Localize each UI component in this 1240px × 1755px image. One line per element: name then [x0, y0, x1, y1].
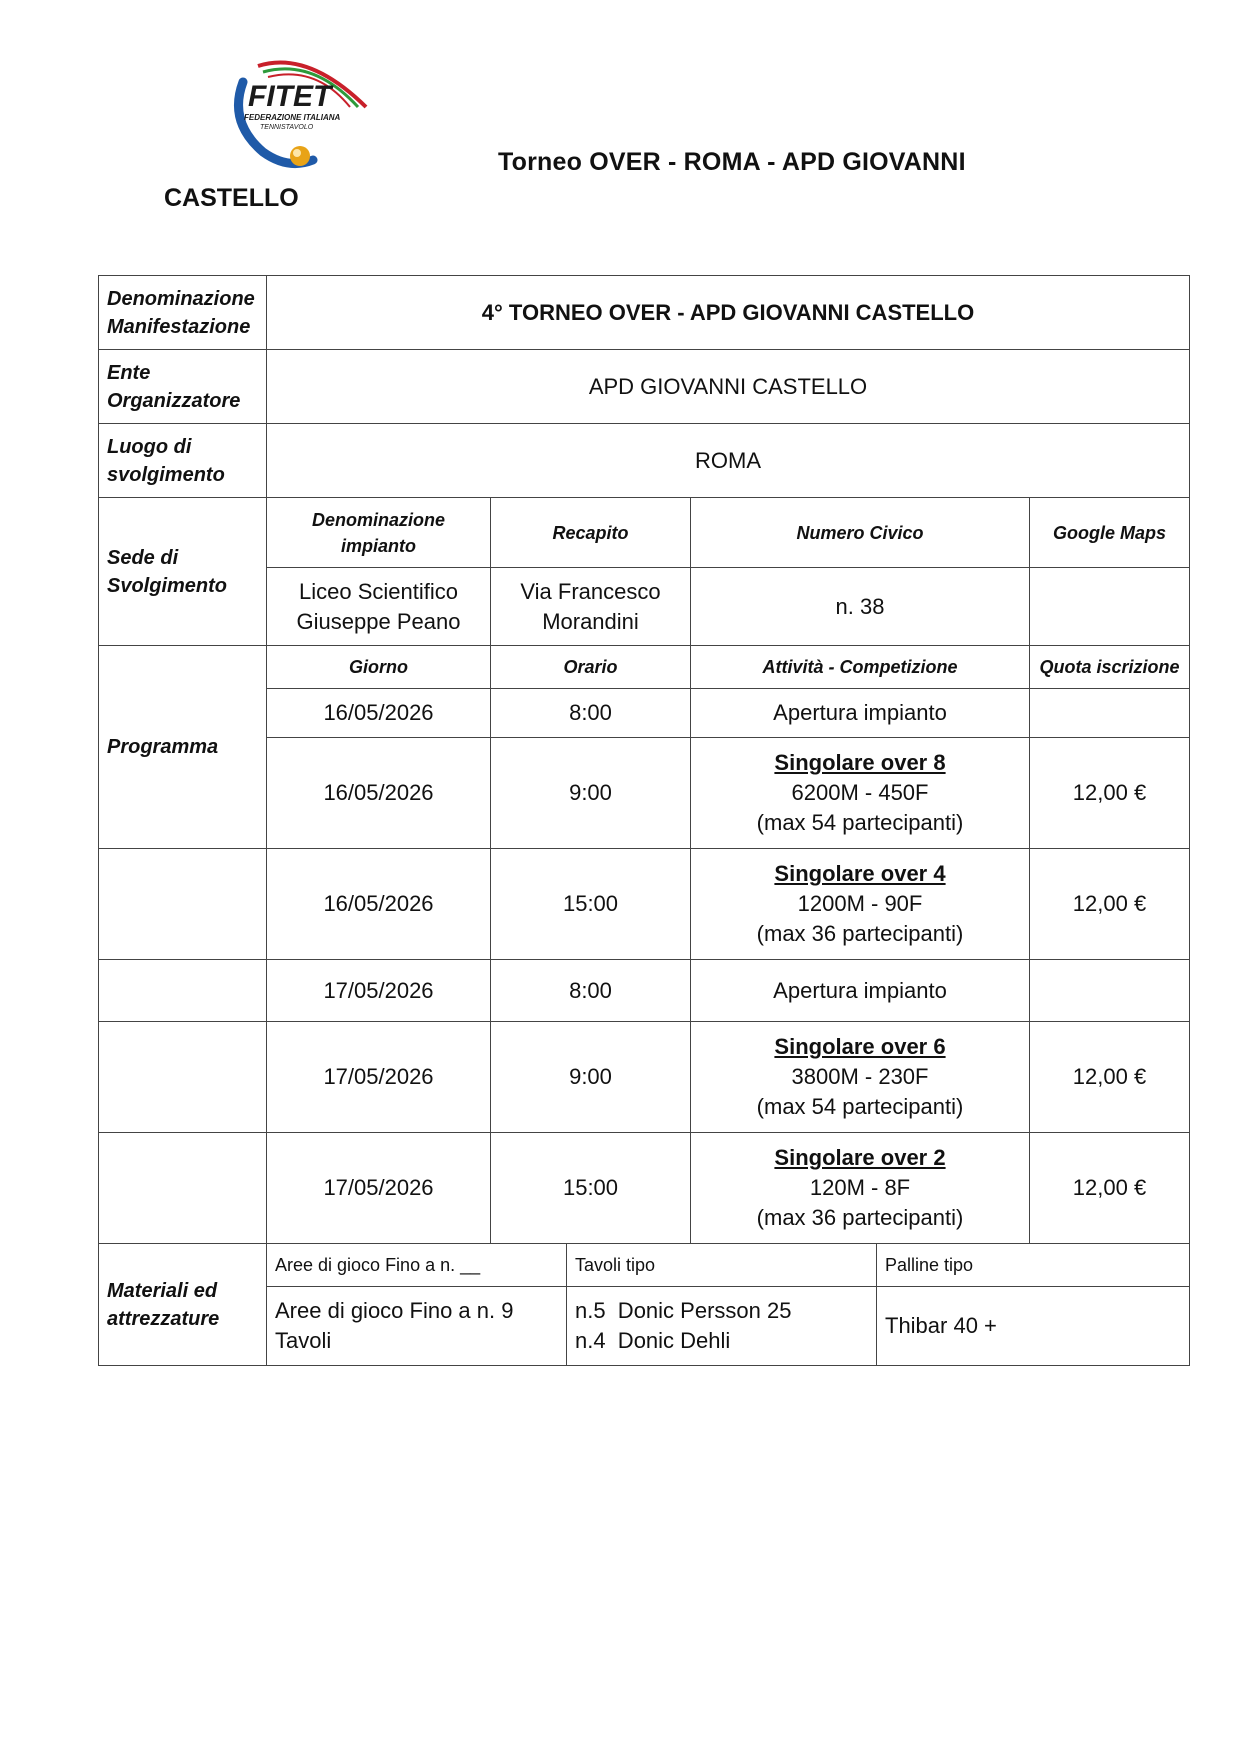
impianto-line-1: Liceo Scientifico	[299, 578, 458, 604]
event-title: Singolare over 2	[774, 1145, 946, 1170]
value-denominazione: 4° TORNEO OVER - APD GIOVANNI CASTELLO	[267, 276, 1190, 350]
event-activity-cell	[691, 738, 1030, 849]
event-orario: 8:00	[491, 960, 691, 1022]
event-giorno: 16/05/2026	[267, 849, 491, 960]
header-quota: Quota iscrizione	[1030, 646, 1190, 689]
row-denominazione	[99, 276, 1190, 350]
event-activity-cell	[691, 849, 1030, 960]
row-programma-headers	[99, 646, 1190, 689]
value-ente: APD GIOVANNI CASTELLO	[267, 350, 1190, 424]
document-title-continuation: CASTELLO	[164, 184, 299, 212]
event-orario: 15:00	[491, 849, 691, 960]
header-palline: Palline tipo	[877, 1244, 1190, 1287]
value-recapito	[491, 568, 691, 646]
event-title: Singolare over 4	[774, 861, 946, 886]
event-orario: 8:00	[491, 689, 691, 738]
label-luogo: Luogo di svolgimento	[99, 424, 267, 498]
event-activity-cell	[691, 1133, 1030, 1244]
value-impianto	[267, 568, 491, 646]
event-quota	[1030, 960, 1190, 1022]
event-activity: 1200M - 90F	[797, 891, 923, 916]
label-denominazione: Denominazione Manifestazione	[99, 276, 267, 350]
empty-label-cell	[99, 1133, 267, 1244]
header-impianto: Denominazione impianto	[267, 498, 491, 568]
event-orario: 9:00	[491, 1022, 691, 1133]
value-aree	[267, 1287, 567, 1366]
event-limit: (max 36 partecipanti)	[756, 1205, 964, 1230]
value-luogo: ROMA	[267, 424, 1190, 498]
value-maps	[1030, 568, 1190, 646]
event-quota: 12,00 €	[1030, 849, 1190, 960]
event-activity: 6200M - 450F	[791, 780, 929, 805]
event-row	[99, 960, 1190, 1022]
event-row	[99, 1022, 1190, 1133]
tavoli-line-2: n.4 Donic Dehli	[575, 1328, 731, 1353]
event-title: Singolare over 6	[774, 1034, 946, 1059]
fitet-logo	[218, 52, 388, 172]
event-activity: 3800M - 230F	[791, 1064, 929, 1089]
label-ente: Ente Organizzatore	[99, 350, 267, 424]
document-title: Torneo OVER - ROMA - APD GIOVANNI	[498, 148, 966, 176]
logo-subtitle-2: TENNISTAVOLO	[260, 124, 314, 131]
header-recapito: Recapito	[491, 498, 691, 568]
event-quota: 12,00 €	[1030, 1133, 1190, 1244]
row-materiali-headers	[99, 1244, 1190, 1287]
event-activity: Apertura impianto	[691, 960, 1030, 1022]
label-sede: Sede di Svolgimento	[99, 498, 267, 646]
value-civico: n. 38	[691, 568, 1030, 646]
event-title: Singolare over 8	[774, 750, 946, 775]
event-orario: 9:00	[491, 738, 691, 849]
event-giorno: 16/05/2026	[267, 738, 491, 849]
header-civico: Numero Civico	[691, 498, 1030, 568]
impianto-line-2: Giuseppe Peano	[296, 608, 461, 634]
label-materiali: Materiali ed attrezzature	[99, 1244, 267, 1366]
value-tavoli	[567, 1287, 877, 1366]
row-ente	[99, 350, 1190, 424]
event-giorno: 16/05/2026	[267, 689, 491, 738]
event-activity-cell	[691, 1022, 1030, 1133]
event-orario: 15:00	[491, 1133, 691, 1244]
empty-label-cell	[99, 1022, 267, 1133]
label-programma: Programma	[99, 646, 267, 849]
aree-line-1: Aree di gioco Fino a n. 9	[275, 1298, 514, 1323]
event-row	[99, 1133, 1190, 1244]
empty-label-cell	[99, 960, 267, 1022]
header-maps: Google Maps	[1030, 498, 1190, 568]
logo-text: FITET	[248, 80, 332, 113]
header-aree: Aree di gioco Fino a n. __	[267, 1244, 567, 1287]
empty-label-cell	[99, 849, 267, 960]
recapito-line-2: Morandini	[542, 608, 639, 634]
header-tavoli: Tavoli tipo	[567, 1244, 877, 1287]
header-orario: Orario	[491, 646, 691, 689]
row-luogo	[99, 424, 1190, 498]
event-quota: 12,00 €	[1030, 738, 1190, 849]
event-limit: (max 54 partecipanti)	[756, 810, 964, 835]
event-quota	[1030, 689, 1190, 738]
tavoli-line-1: n.5 Donic Persson 25	[575, 1298, 792, 1323]
row-sede-headers	[99, 498, 1190, 568]
value-palline: Thibar 40 +	[877, 1287, 1190, 1366]
logo-subtitle-1: FEDERAZIONE ITALIANA	[244, 113, 341, 122]
event-giorno: 17/05/2026	[267, 1022, 491, 1133]
aree-line-2: Tavoli	[275, 1328, 332, 1353]
event-giorno: 17/05/2026	[267, 1133, 491, 1244]
header-attivita: Attività - Competizione	[691, 646, 1030, 689]
header-giorno: Giorno	[267, 646, 491, 689]
event-activity: 120M - 8F	[809, 1175, 911, 1200]
recapito-line-1: Via Francesco	[520, 578, 661, 604]
event-quota: 12,00 €	[1030, 1022, 1190, 1133]
event-activity: Apertura impianto	[691, 689, 1030, 738]
event-limit: (max 54 partecipanti)	[756, 1094, 964, 1119]
event-limit: (max 36 partecipanti)	[756, 921, 964, 946]
event-row	[99, 849, 1190, 960]
tournament-table	[98, 275, 1190, 1366]
event-giorno: 17/05/2026	[267, 960, 491, 1022]
